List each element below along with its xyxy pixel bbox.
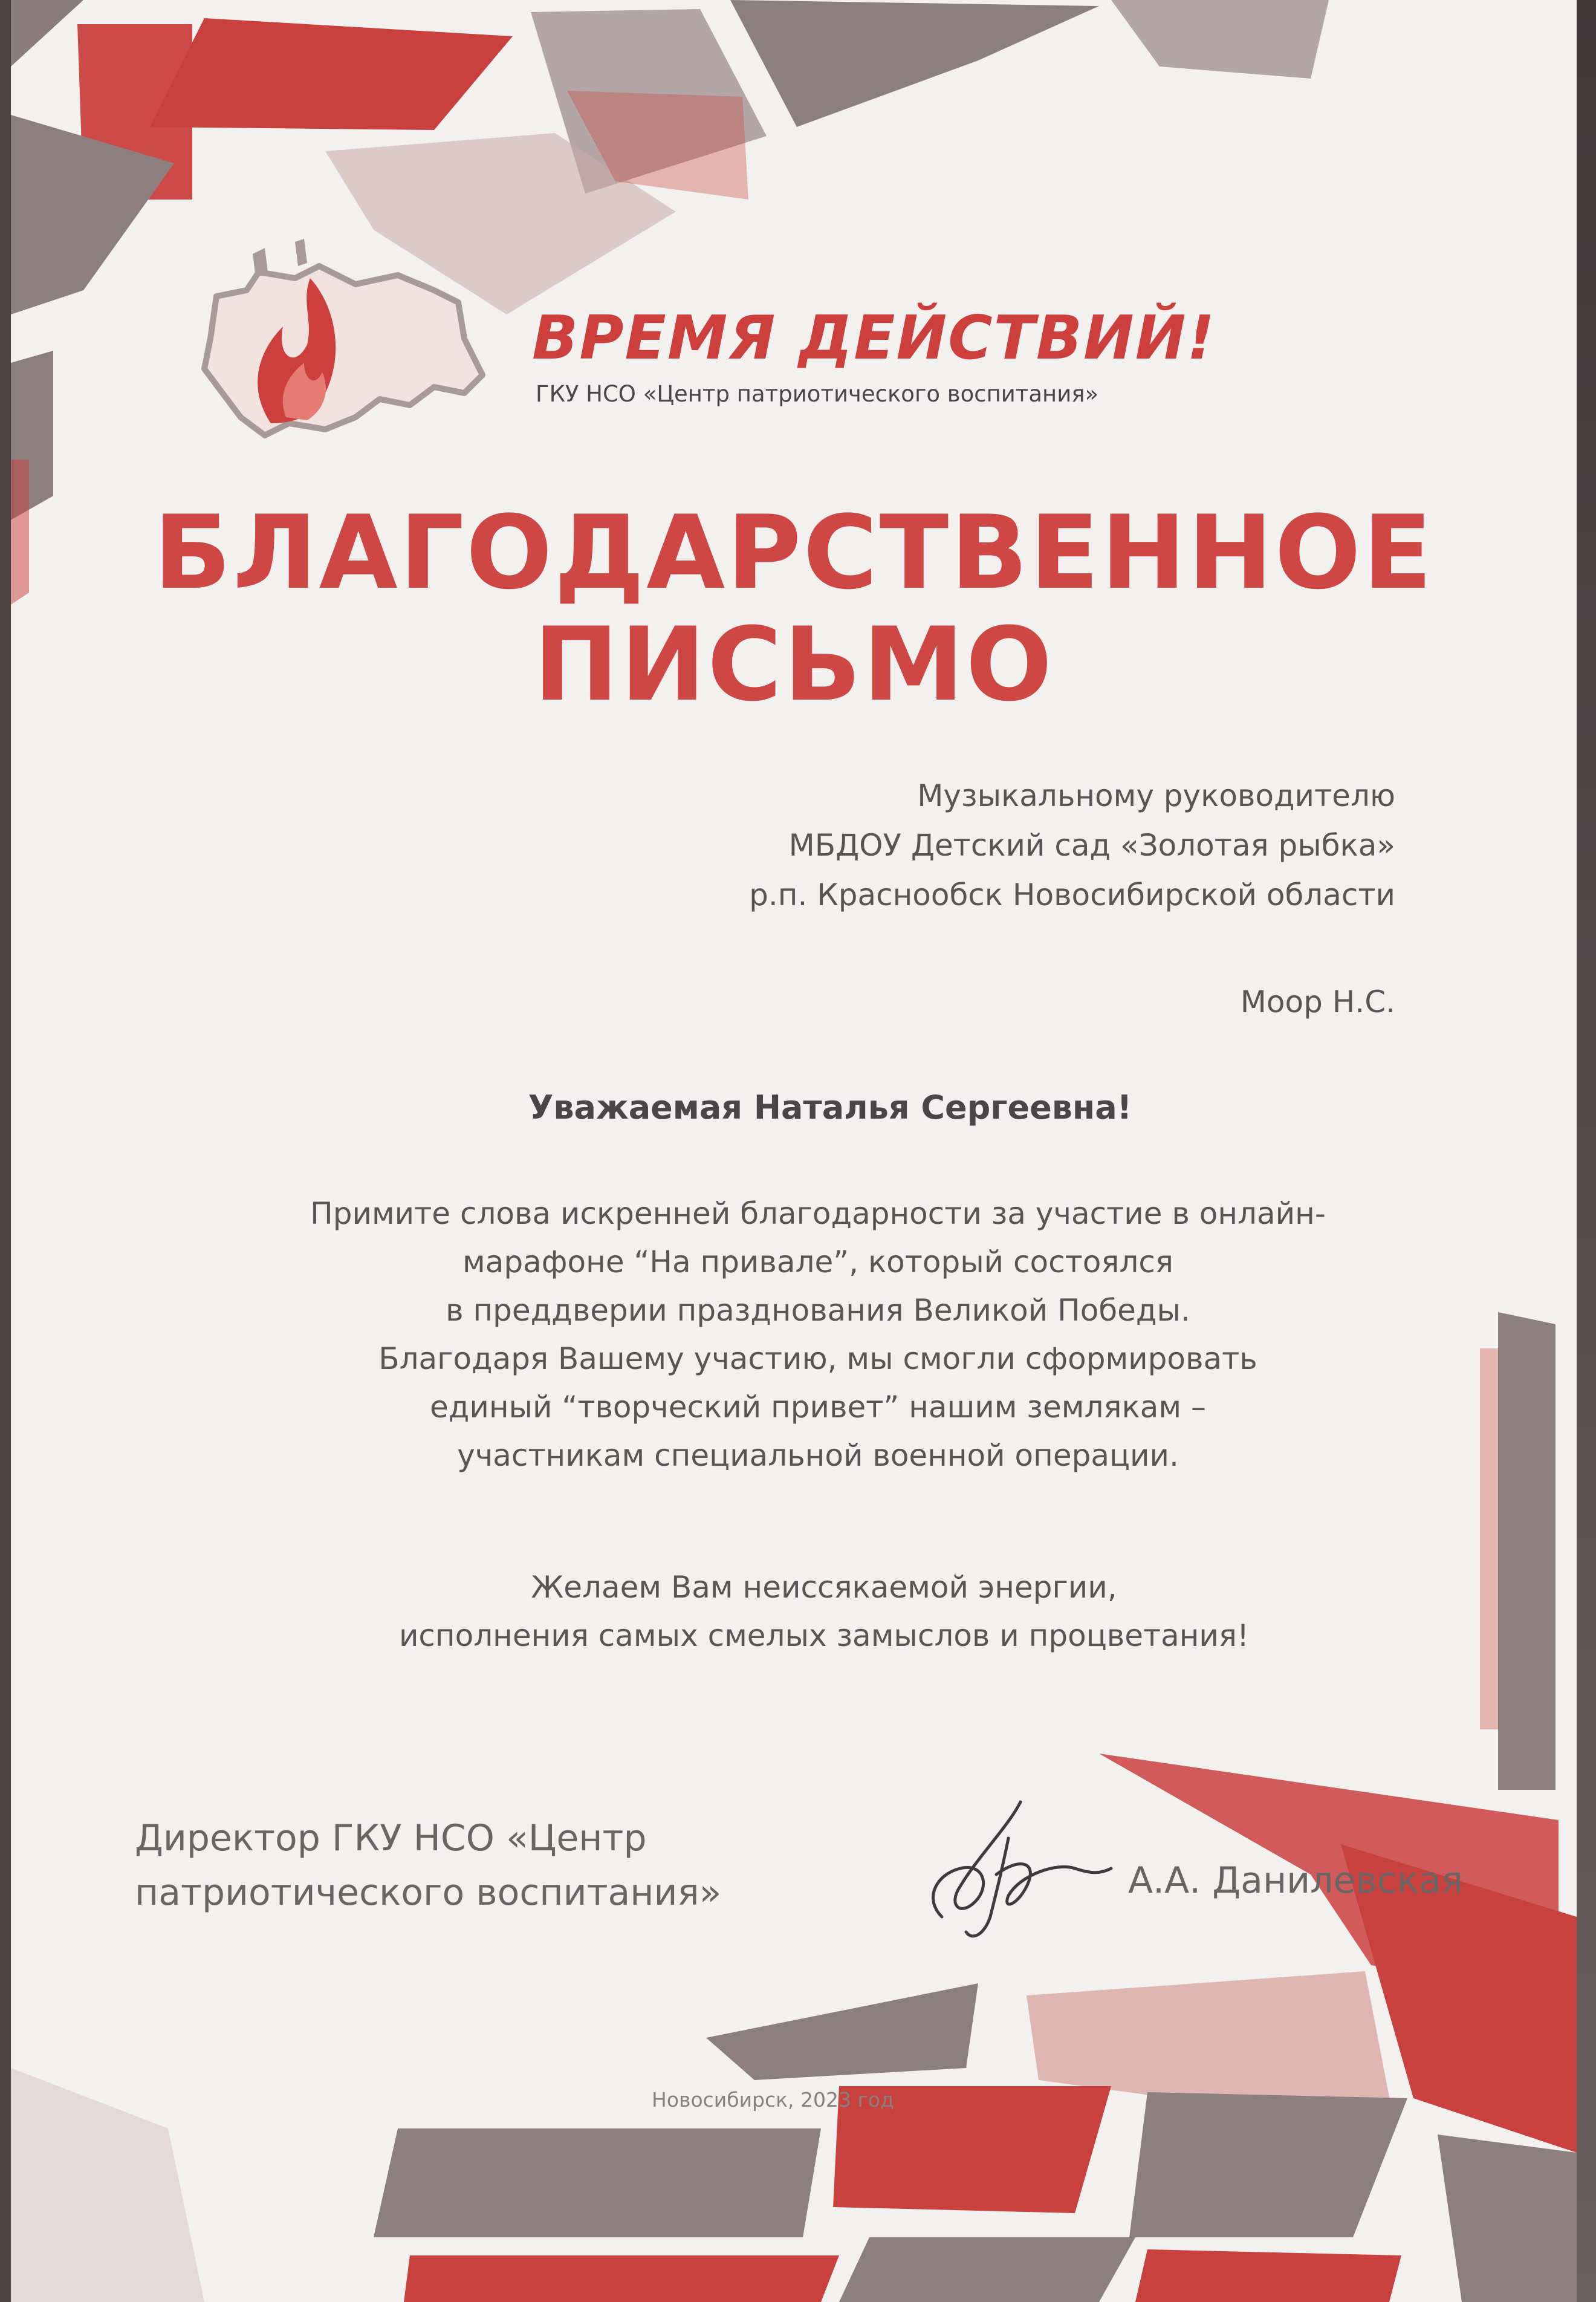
addressee-line: р.п. Краснообск Новосибирской области [749, 877, 1395, 912]
addressee-name: Моор Н.С. [1240, 984, 1395, 1019]
body-line: Благодаря Вашему участию, мы смогли сформировать [378, 1341, 1257, 1376]
logo-title: ВРЕМЯ ДЕЙСТВИЙ! [532, 302, 1216, 373]
document-title: БЛАГОДАРСТВЕННОЕ [154, 493, 1434, 612]
letter-body [11, 1189, 1577, 1480]
wish-line: Желаем Вам неиссякаемой энергии, [531, 1570, 1117, 1605]
wish-line: исполнения самых смелых замыслов и процветания! [398, 1618, 1250, 1653]
signer-position-line: патриотического воспитания» [135, 1871, 722, 1914]
background-edge [1577, 0, 1596, 2302]
signer-position [135, 1811, 721, 1920]
body-line: участникам специальной военной операции. [457, 1438, 1179, 1473]
addressee-block [749, 771, 1395, 920]
body-line: Примите слова искренней благодарности за участие в онлайн- [310, 1196, 1326, 1231]
letter-wish [11, 1563, 1577, 1660]
addressee-line: Музыкальному руководителю [917, 778, 1395, 813]
certificate-sheet [11, 0, 1577, 2302]
body-line: в преддверии празднования Великой Победы. [446, 1293, 1190, 1328]
logo-subtitle: ГКУ НСО «Центр патриотического воспитания» [536, 381, 1099, 407]
flame-region-emblem-icon [180, 236, 507, 460]
signer-name: А.А. Данилевская [1128, 1859, 1463, 1902]
addressee-line: МБДОУ Детский сад «Золотая рыбка» [788, 828, 1395, 863]
body-line: марафоне “На привале”, который состоялся [462, 1244, 1173, 1279]
signer-position-line: Директор ГКУ НСО «Центр [135, 1817, 647, 1859]
body-line: единый “творческий привет” нашим землякам – [430, 1390, 1206, 1425]
document-title-second-line: ПИСЬМО [533, 605, 1054, 724]
footer-city-year: Новосибирск, 2023 год [652, 2088, 894, 2112]
salutation: Уважаемая Наталья Сергеевна! [528, 1088, 1132, 1127]
handwritten-signature [918, 1790, 1117, 1947]
